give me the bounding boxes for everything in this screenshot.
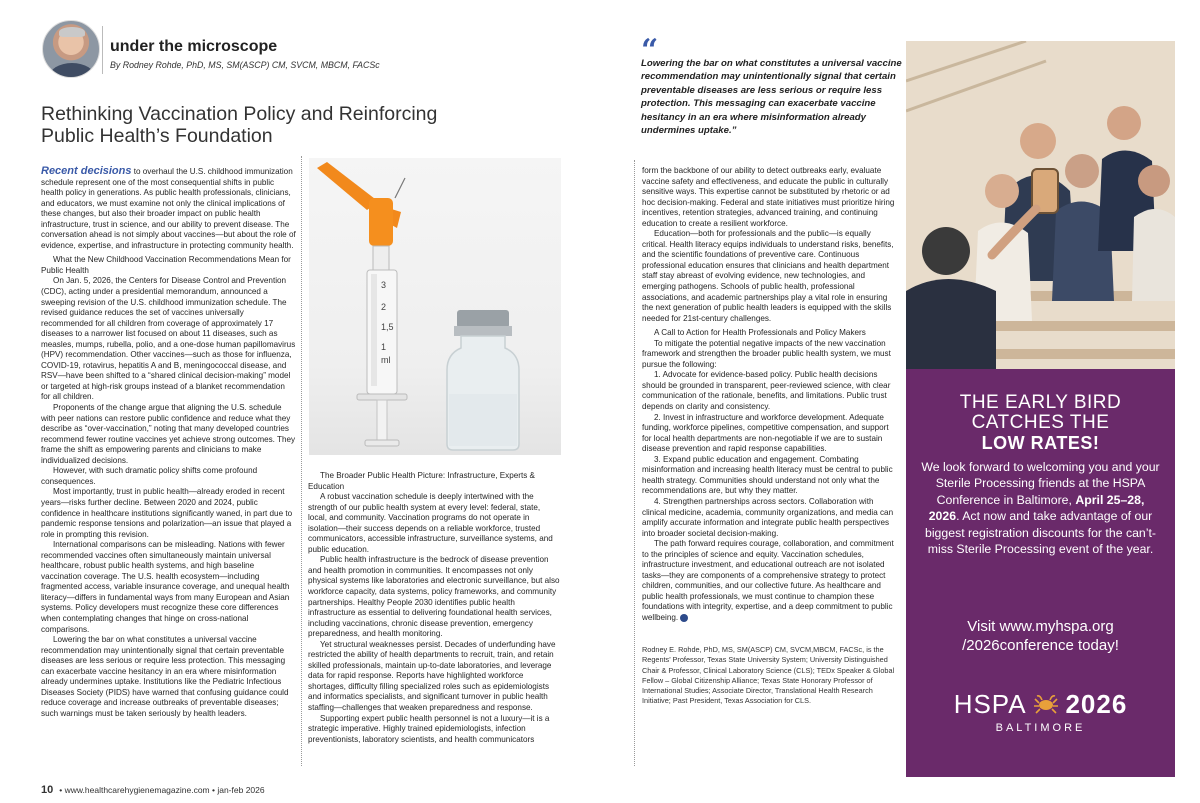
vial-collar <box>454 326 512 336</box>
syringe-plunger <box>377 400 387 440</box>
article-title-line-1: Rethinking Vaccination Policy and Reinforcing <box>41 103 438 125</box>
article-title <box>41 103 501 147</box>
hspa-logo <box>906 689 1175 734</box>
person-head <box>1107 106 1141 140</box>
column-divider <box>634 160 635 766</box>
ad-headline-strong: LOW RATES! <box>981 433 1100 453</box>
syringe-mark: 3 <box>381 280 387 290</box>
footer-site: • www.healthcarehygienemagazine.com • jan-feb 2026 <box>59 785 265 795</box>
crab-icon <box>1033 691 1059 717</box>
paragraph: Public health infrastructure is the bedrock of disease prevention and health promotion in communities. It encompasses not only physical systems like laboratories and electronic surveillance, but also workforce capacity, data systems, policy frameworks, and community partnerships. Healthy People 2030 identifies public health infrastructure as essential to delivering foundational health services, including vaccinations, chronic disease prevention, emergency preparedness, and health monitoring. <box>308 555 560 639</box>
quote-mark-icon: “ <box>641 33 659 68</box>
paragraph: On Jan. 5, 2026, the Centers for Disease Control and Prevention (CDC), acting under a presidential memorandum, announced a sweeping revision of the U.S. childhood immunization schedule. The revised guidance reduces the set of vaccines universally recommended for all children from coverage of approximately 17 diseases to a narrower list focused on about 11 diseases, such as measles, mumps, rubella, polio, and a one-dose human papillomavirus (HPV) recommendation. Other vaccines—such as those for influenza, COVID-19, rotavirus, hepatitis A and B, meningococcal disease, and RSV—have been shifted to a “shared clinical decision-making” model or targeted at high-risk groups instead of a blanket recommendation for all children. <box>41 276 296 402</box>
photographer-body <box>906 279 996 369</box>
ad-photo-illustration <box>906 41 1175 369</box>
person-body <box>1132 209 1175 301</box>
syringe-flange <box>357 394 407 400</box>
vial-liquid <box>449 394 517 446</box>
byline: By Rodney Rohde, PhD, MS, SM(ASCP) CM, SVCM, MBCM, FACSc <box>110 60 380 70</box>
ad-headline-line-1: THE EARLY BIRD <box>959 392 1122 413</box>
section-heading: A Call to Action for Health Professionals and Policy Makers <box>654 328 866 338</box>
list-item: 3. Expand public education and engagement. Combating misinformation and increasing health literacy must be central to public health strategy. Communities should understand not only what the recommendations are, but why they matter. <box>642 454 893 496</box>
list-item: 1. Advocate for evidence-based policy. Public health decisions should be grounded in transparent, peer-reviewed science, with clear communication of the rationale, benefits, and limitations. Public trust depends on clarity and consistency. <box>642 370 891 412</box>
ad-url-link[interactable] <box>906 617 1175 655</box>
photographer-head <box>922 227 970 275</box>
paragraph: form the backbone of our ability to detect outbreaks early, evaluate vaccine safety and effectiveness, and educate the public in culturally sensitive ways. This expertise cannot be substituted by rhetoric or ad hoc decision-making. Federal and state initiatives must prioritize hiring incentives, retention strategies, advanced training, and continuing education to create a resilient workforce. <box>642 166 895 228</box>
right-column <box>642 166 897 624</box>
hspa-advertisement[interactable] <box>906 41 1175 777</box>
person-head <box>985 174 1019 208</box>
ad-body-dates: April 25–28, 2026 <box>928 492 1145 524</box>
paragraph: To mitigate the potential negative impacts of the new vaccination framework and strengthen the broader public health system, we must pursue the following: <box>642 338 891 369</box>
ad-url-line-2[interactable]: /2026conference today! <box>962 637 1119 654</box>
column-divider <box>301 156 302 766</box>
list-item: 2. Invest in infrastructure and workforce development. Adequate funding, workforce pipelines, competitive compensation, and support for local health departments are non-negotiable if we are to sustain disease prevention and rapid response capabilities. <box>642 412 889 454</box>
syringe-stopper <box>371 274 377 386</box>
syringe-thumb-rest <box>365 440 399 446</box>
pull-quote: Lowering the bar on what constitutes a universal vaccine recommendation may unintentionally signal that certain preventable diseases are less serious or require less protection. This messaging can exacerbate vaccine hesitancy in an era where misinformation already undermines uptake.” <box>641 58 902 137</box>
author-bio: Rodney E. Rohde, PhD, MS, SM(ASCP) CM, SVCM,MBCM, FACSc, is the Regents’ Professor, Texas State University System; University Distinguished Chair & Professor, Clinical Laboratory Science (CLS); TEDx Speaker & Global Fellow – Global Citizenship Alliance; Texas State Honorary Professor of International Studies; Associate Director, Translational Health Research Initiative; Past President, Texas Association for CLS. <box>642 645 895 706</box>
person-head <box>1020 123 1056 159</box>
paragraph: Proponents of the change argue that aligning the U.S. schedule with peer nations can restore public confidence and reduce what they describe as “over-vaccination,” noting that many developed countries recommend fewer routine vaccines yet achieve strong outcomes. They frame the shift as empowering parents and clinicians to make individualized decisions. <box>41 403 296 465</box>
syringe-mark: ml <box>381 355 391 365</box>
person-head <box>1138 165 1170 197</box>
paragraph: Most importantly, trust in public health—already eroded in recent years—risks further decline. Between 2020 and 2024, public confidence in healthcare institutions significantly waned, in part due to pandemic response tensions and polarization—an issue that played a role in prompting this revision. <box>41 487 293 539</box>
syringe-mark: 1 <box>381 342 387 352</box>
section-heading: What the New Childhood Vaccination Recommendations Mean for Public Health <box>41 255 291 275</box>
ad-group-photo <box>906 41 1175 369</box>
page-number: 10 <box>41 784 54 796</box>
syringe-hub <box>369 198 393 246</box>
syringe-vial-photo <box>309 158 561 455</box>
ad-body <box>920 459 1161 557</box>
syringe-needle <box>395 178 405 198</box>
ad-url-line-1[interactable]: Visit www.myhspa.org <box>967 618 1114 635</box>
vial-cap <box>457 310 509 328</box>
ad-headline <box>906 393 1175 453</box>
ad-body-rest: . Act now and take advantage of our biggest registration discounts for the can’t-miss Sterile Processing event of the year. <box>924 509 1157 557</box>
syringe-illustration <box>309 158 561 455</box>
lede-paragraph <box>41 166 296 251</box>
ad-headline-line-2: CATCHES THE <box>971 412 1110 433</box>
syringe-tip <box>373 246 389 270</box>
middle-column <box>308 471 560 745</box>
person-head <box>1065 154 1099 188</box>
paragraph: International comparisons can be misleading. Nations with fewer recommended vaccines often simultaneously maintain universal healthcare, robust public health systems, and high baseline vaccination coverage. The U.S. health ecosystem—including fragmented access, variable insurance coverage, and unequal health literacy—differs in fundamental ways from many European and Asian systems. Policy developers must recognize these core differences when contemplating changes that hinge on cross-national comparisons. <box>41 540 290 634</box>
author-avatar <box>42 20 100 78</box>
paragraph: Yet structural weaknesses persist. Decades of underfunding have restricted the ability of health departments to recruit, train, and retain skilled professionals, maintain up-to-date laboratories, and leverage data for rapid response. Reports have highlighted workforce shortages, difficulty filling specialized roles such as epidemiologists and informatics specialists, and significant turnover in public health staffing—challenges that weaken preparedness and response. <box>308 639 556 713</box>
paragraph: Education—both for professionals and the public—is equally critical. Health literacy equips individuals to understand risks, benefits, and the scientific foundations of preventive care. Continuous professional education ensures that clinicians and health department staff stay abreast of evolving evidence, new technologies, and emerging pathogens. Schools of public health, professional associations, and academic partnerships play a vital role in ensuring the next generation of public health leaders is equipped with the skills needed for 21st-century challenges. <box>642 229 894 323</box>
paragraph <box>642 539 897 623</box>
page-footer <box>41 784 265 796</box>
end-mark-icon <box>680 614 688 622</box>
left-column <box>41 166 296 719</box>
syringe-mark: 1,5 <box>381 322 394 332</box>
syringe-mark: 2 <box>381 302 387 312</box>
header-divider <box>102 26 103 74</box>
left-page <box>0 0 596 803</box>
paragraph: Lowering the bar on what constitutes a universal vaccine recommendation may unintentionally signal that certain preventable diseases are less serious or require less protection. This messaging can exacerbate vaccine hesitancy in an era where misinformation already undermines uptake. Institutions like the Pediatric Infectious Diseases Society (PIDS) have warned that confusing guidance could reduce coverage and increase outbreaks of preventable diseases; such warnings must be taken seriously by health leaders. <box>41 635 289 718</box>
hspa-logo-city: BALTIMORE <box>995 722 1086 734</box>
list-item: 4. Strengthen partnerships across sectors. Collaboration with clinical medicine, academia, community organizations, and media can amplify accurate information and integrate public health perspectives into broader societal decision-making. <box>642 496 894 538</box>
paragraph: Supporting expert public health personnel is not a luxury—it is a strategic imperative. Highly trained epidemiologists, infection preventionists, laboratory scientists, and health communicators <box>308 713 550 744</box>
section-heading: The Broader Public Health Picture: Infrastructure, Experts & Education <box>308 471 535 491</box>
ad-body-intro: We look forward to welcoming you and your Sterile Processing friends at the HSPA Conference in Baltimore, <box>921 460 1160 507</box>
column-name: under the microscope <box>110 38 278 55</box>
hspa-logo-brand: HSPA <box>953 689 1027 719</box>
hspa-logo-year: 2026 <box>1065 689 1128 719</box>
closing-text: The path forward requires courage, collaboration, and commitment to the principles of science and equity. Vaccination schedules, infrastructure investment, and educational outreach are not isolated tasks—they are components of a comprehensive strategy to protect children, communities, and our collective future. As healthcare and public health professionals, we must continue to champion these foundations with integrity, expertise, and a deep commitment to public wellbeing. <box>642 539 894 622</box>
lede: Recent decisions <box>41 165 132 177</box>
article-title-line-2: Public Health’s Foundation <box>41 125 273 147</box>
paragraph: A robust vaccination schedule is deeply intertwined with the strength of our public health system at every level: federal, state, local, and community. Vaccination programs do not operate in isolation—their success depends on a reliable workforce, trusted communicators, accessible infrastructure, surveillance systems, and public education. <box>308 492 553 554</box>
lede-text: to overhaul the U.S. childhood immunization schedule represent one of the most consequential shifts in public health policy in generations. As public health professionals, clinicians, and educators, we must examine not only the clinical implications of these changes, but also their broader impact on public health infrastructure, trust in science, and our ability to prevent disease. The conversation ahead is not simply about vaccines—but about the role of evidence, expertise, and infrastructure in protecting community health. <box>41 167 296 250</box>
paragraph: However, with such dramatic policy shifts come profound consequences. <box>41 466 258 486</box>
